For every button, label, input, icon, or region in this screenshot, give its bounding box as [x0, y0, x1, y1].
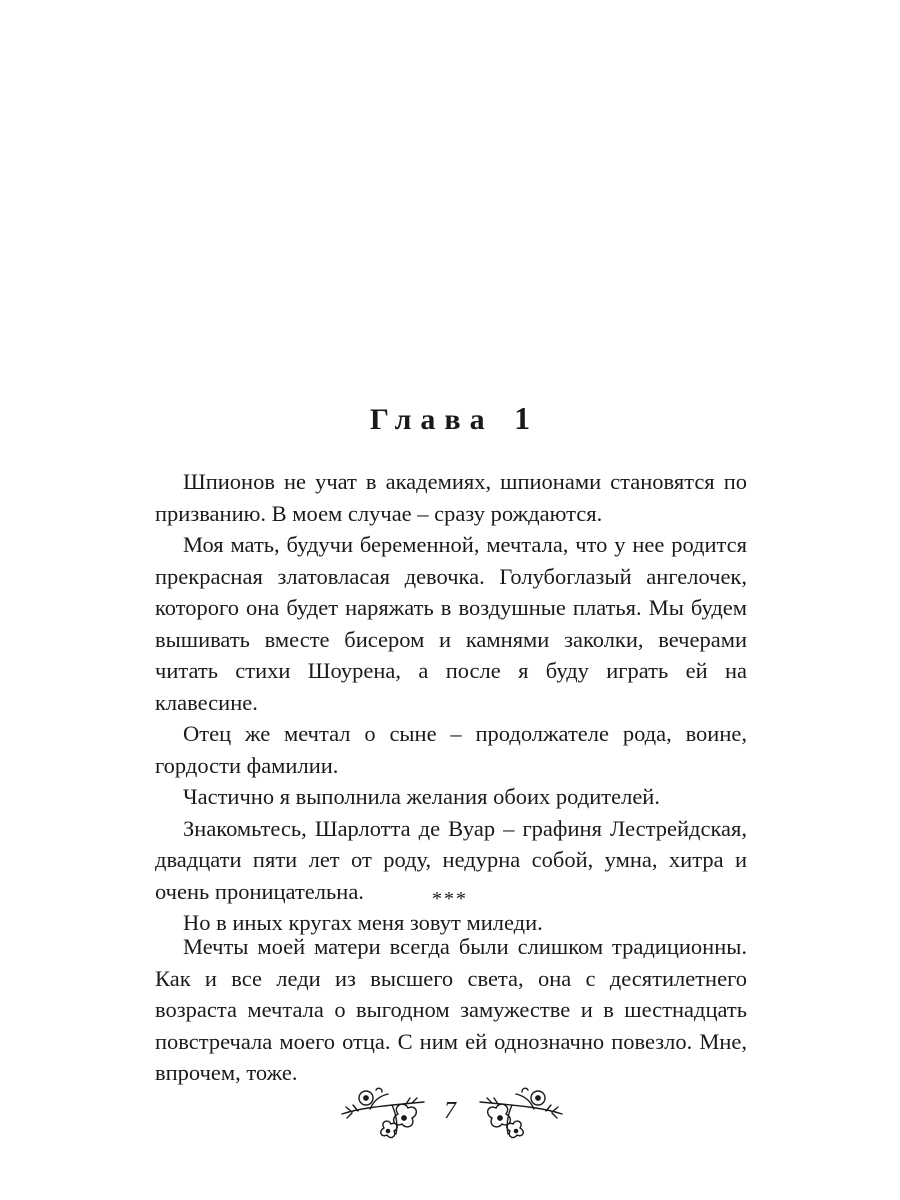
paragraph: Знакомьтесь, Шарлотта де Вуар – графиня Лестрейдская, двадцати пяти лет от роду, недурна собой, умна, хитра и очень проницательна. [155, 815, 747, 904]
chapter-title [0, 400, 900, 437]
chapter-number: 1 [514, 400, 531, 436]
paragraph: Частично я выполнила желания обоих родителей. [183, 784, 660, 809]
paragraph: Шпионов не учат в академиях, шпионами становятся по призванию. В моем случае – сразу рождаются. [155, 469, 747, 526]
section-separator: *** [432, 888, 468, 910]
flower-branch-icon [478, 1084, 564, 1142]
paragraph: Но в иных кругах меня зовут миледи. [183, 910, 543, 935]
paragraph: Моя мать, будучи беременной, мечтала, что у нее родится прекрасная златовласая девочка. Голубоглазый ангелочек, которого она будет наряжать в воздушные платья. Мы будем вышивать вместе бисером и камнями заколки, вечерами читать стихи Шоурена, а после я буду играть ей на клавесине. [155, 532, 747, 715]
section-one-text [155, 466, 747, 939]
paragraph: Отец же мечтал о сыне – продолжателе рода, воине, гордости фамилии. [155, 721, 747, 778]
paragraph: Мечты моей матери всегда были слишком традиционны. Как и все леди из высшего света, она с десятилетнего возраста мечтала о выгодном замужестве и в шестнадцать повстречала моего отца. С ним ей однозначно повезло. Мне, впрочем, тоже. [155, 934, 747, 1085]
page-number: 7 [444, 1098, 456, 1124]
section-two-text [155, 931, 747, 1089]
page-footer [0, 1080, 900, 1150]
chapter-label: Глава [369, 403, 494, 436]
